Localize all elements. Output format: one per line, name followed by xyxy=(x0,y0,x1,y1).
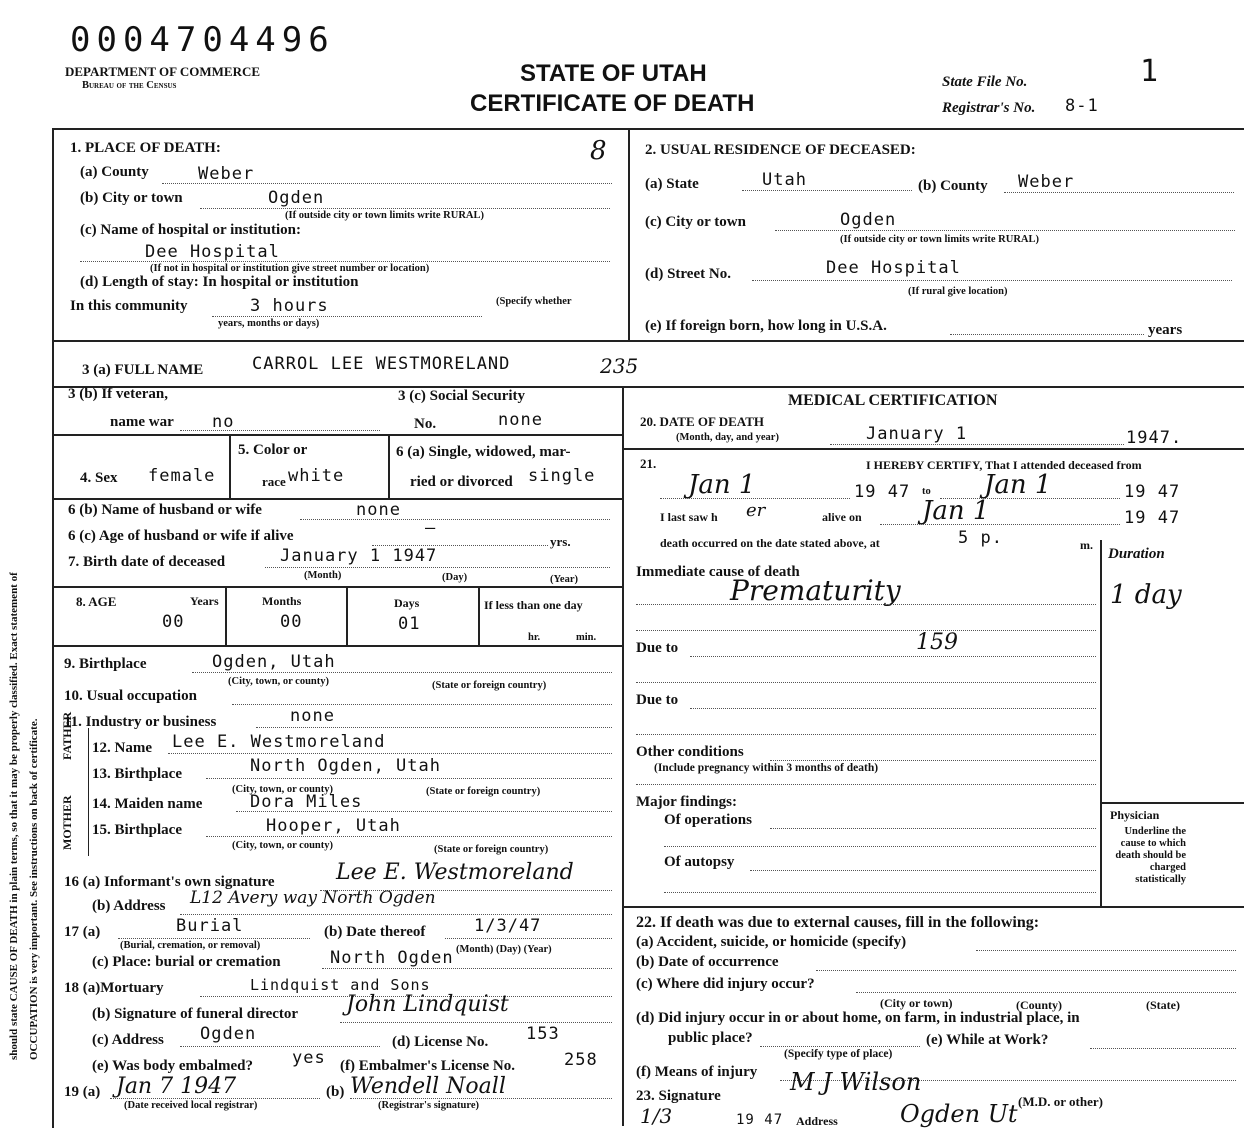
alive-on-label: alive on xyxy=(822,510,862,524)
res-state-label: (a) State xyxy=(645,176,699,192)
duration-divider xyxy=(1100,540,1102,906)
external-state-note: (State) xyxy=(1146,998,1180,1012)
external-causes-label: 22. If death was due to external causes, fill in the following: xyxy=(636,914,1040,931)
res-street-note: (If rural give location) xyxy=(908,286,1008,297)
mortuary-value: Lindquist and Sons xyxy=(250,976,431,994)
embalmed-label: (e) Was body embalmed? xyxy=(92,1058,253,1074)
other-conditions-note: (Include pregnancy within 3 months of death) xyxy=(654,762,879,774)
date-of-death-note: (Month, day, and year) xyxy=(676,432,779,443)
stay-label: (d) Length of stay: In hospital or institution xyxy=(80,274,359,290)
mother-birth-state-note: (State or foreign country) xyxy=(434,844,549,855)
birth-month-note: (Month) xyxy=(304,570,342,581)
age-months-value: 00 xyxy=(280,612,303,632)
veteran-label: 3 (b) If veteran, xyxy=(68,386,168,402)
place-of-death-heading: 1. PLACE OF DEATH: xyxy=(70,140,221,156)
attended-to-label: to xyxy=(922,486,931,497)
county-value: Weber xyxy=(198,164,255,184)
burial-place-label: (c) Place: burial or cremation xyxy=(92,954,281,970)
attended-to-year: 19 47 xyxy=(1124,482,1181,502)
race-label: race xyxy=(262,474,286,489)
certify-text: I HEREBY CERTIFY, That I attended deceased from xyxy=(866,458,1142,472)
attended-from-hw: Jan 1 xyxy=(688,470,756,500)
mortuary-address-label: (c) Address xyxy=(92,1032,164,1048)
director-signature: John Lindquist xyxy=(346,992,509,1017)
state-file-label: State File No. xyxy=(942,74,1028,90)
father-name-label: 12. Name xyxy=(92,740,152,756)
external-city-note: (City or town) xyxy=(880,996,953,1010)
date-of-death-value: January 1 xyxy=(866,424,968,444)
birthplace-label: 9. Birthplace xyxy=(64,656,147,672)
signature-address-label: Address xyxy=(796,1114,838,1128)
registrar-no-value: 8-1 xyxy=(1065,96,1099,116)
last-saw-her: er xyxy=(746,500,766,521)
license-label: (d) License No. xyxy=(392,1034,489,1050)
due-to-1-hw: 159 xyxy=(916,630,958,655)
burial-note: (Burial, cremation, or removal) xyxy=(120,940,261,951)
mother-name-label: 14. Maiden name xyxy=(92,796,203,812)
side-instruction-line-2: OCCUPATION is very important. See instructions on back of certificate. xyxy=(28,718,40,1060)
side-instruction-line-1: should state CAUSE OF DEATH in plain terms, so that it may be properly classified. Exact statement of xyxy=(8,572,20,1060)
full-name-mark: 235 xyxy=(600,354,639,378)
registrar-sig-note: (Registrar's signature) xyxy=(378,1100,479,1111)
burial-value: Burial xyxy=(176,916,244,936)
physician-note: Underline the cause to which death should be charged statistically xyxy=(1115,826,1186,885)
age-months-label: Months xyxy=(262,594,302,608)
external-f-label: (f) Means of injury xyxy=(636,1064,758,1080)
registrar-no-label: Registrar's No. xyxy=(942,100,1036,116)
war-value: no xyxy=(212,412,235,432)
full-name-label: 3 (a) FULL NAME xyxy=(82,362,204,378)
age-divider-3 xyxy=(478,586,480,646)
burial-place-value: North Ogden xyxy=(330,948,454,968)
received-note: (Date received local registrar) xyxy=(124,1100,258,1111)
state-file-value: 1 xyxy=(1140,54,1160,89)
hospital-value: Dee Hospital xyxy=(145,242,280,262)
res-city-note: (If outside city or town limits write RURAL) xyxy=(840,234,1039,245)
informant-address-value: L12 Avery way North Ogden xyxy=(190,888,436,908)
birthplace-state-note: (State or foreign country) xyxy=(432,680,547,691)
external-county-note: (County) xyxy=(1016,998,1063,1012)
immediate-cause-label: Immediate cause of death xyxy=(636,564,800,580)
marital-value: single xyxy=(528,466,596,486)
received-label: 19 (a) xyxy=(64,1084,101,1100)
age-days-value: 01 xyxy=(398,614,421,634)
alive-on-year: 19 47 xyxy=(1124,508,1181,528)
father-side-label: FATHER xyxy=(60,711,74,760)
registrar-b-label: (b) xyxy=(326,1084,345,1100)
res-county-label: (b) County xyxy=(918,178,988,194)
external-a-label: (a) Accident, suicide, or homicide (specify) xyxy=(636,934,907,950)
frame-top xyxy=(52,128,1244,130)
city-value: Ogden xyxy=(268,188,325,208)
father-birth-city-note: (City, town, or county) xyxy=(232,784,334,795)
marital-label-2: ried or divorced xyxy=(410,474,513,490)
embalmer-label: (f) Embalmer's License No. xyxy=(340,1058,515,1074)
birthplace-value: Ogden, Utah xyxy=(212,652,336,672)
embalmer-value: 258 xyxy=(564,1050,598,1070)
external-d-label-2: public place? xyxy=(668,1030,753,1046)
frame-mid-bottom xyxy=(622,386,624,1126)
mother-side-label: MOTHER xyxy=(60,795,74,850)
received-date-hw: Jan 7 1947 xyxy=(116,1074,237,1099)
sex-value: female xyxy=(148,466,216,486)
res-county-value: Weber xyxy=(1018,172,1075,192)
external-c-label: (c) Where did injury occur? xyxy=(636,976,815,992)
race-value: white xyxy=(288,466,345,486)
burial-date-value: 1/3/47 xyxy=(474,916,542,936)
father-name-value: Lee E. Westmoreland xyxy=(172,732,386,752)
specify-place-note: (Specify type of place) xyxy=(784,1048,893,1060)
last-saw-label: I last saw h xyxy=(660,510,718,524)
res-street-value: Dee Hospital xyxy=(826,258,961,278)
attended-to-hw: Jan 1 xyxy=(984,470,1052,500)
informant-signature: Lee E. Westmoreland xyxy=(336,860,574,885)
signature-year: 19 47 xyxy=(736,1112,784,1128)
place-mark: 8 xyxy=(590,136,607,166)
signature-hw-mark xyxy=(780,1064,787,1089)
ss-label: 3 (c) Social Security xyxy=(398,388,526,404)
community-label: In this community xyxy=(70,298,188,314)
other-conditions-label: Other conditions xyxy=(636,744,744,760)
license-value: 153 xyxy=(526,1024,560,1044)
mother-birth-label: 15. Birthplace xyxy=(92,822,182,838)
burial-date-label: (b) Date thereof xyxy=(324,924,426,940)
of-operations-label: Of operations xyxy=(664,812,752,828)
industry-value: none xyxy=(290,706,335,726)
external-d-label: (d) Did injury occur in or about home, on farm, in industrial place, in xyxy=(636,1010,1080,1026)
of-autopsy-label: Of autopsy xyxy=(664,854,735,870)
frame-mid-top xyxy=(628,128,630,341)
attended-from-year: 19 47 xyxy=(854,482,911,502)
external-e-label: (e) While at Work? xyxy=(926,1032,1049,1048)
age-years-label: Years xyxy=(190,594,219,608)
min-label: min. xyxy=(576,632,597,643)
res-city-value: Ogden xyxy=(840,210,897,230)
stay-value: 3 hours xyxy=(250,296,329,316)
age-days-label: Days xyxy=(394,596,420,610)
signature-address-hw: Ogden Ut xyxy=(900,1100,1018,1128)
death-m-label: m. xyxy=(1080,538,1093,552)
md-note: (M.D. or other) xyxy=(1018,1094,1103,1109)
age-divider-2 xyxy=(346,586,348,646)
due-to-2-label: Due to xyxy=(636,692,679,708)
color-label: 5. Color or xyxy=(238,442,308,458)
full-name-value: CARROL LEE WESTMORELAND xyxy=(252,354,511,374)
date-of-death-year: 1947. xyxy=(1126,428,1183,448)
embalmed-value: yes xyxy=(292,1048,326,1068)
birth-year-note: (Year) xyxy=(550,574,578,585)
death-occurred-label: death occurred on the date stated above, at xyxy=(660,536,880,550)
birth-date-label: 7. Birth date of deceased xyxy=(68,554,226,570)
stay-note: years, months or days) xyxy=(218,318,320,329)
father-birth-label: 13. Birthplace xyxy=(92,766,182,782)
birthplace-city-note: (City, town, or county) xyxy=(228,676,330,687)
external-b-label: (b) Date of occurrence xyxy=(636,954,779,970)
physician-signature: M J Wilson xyxy=(790,1068,922,1096)
line-age-bottom xyxy=(52,645,622,647)
less-day-label: If less than one day xyxy=(484,598,583,612)
line-date-death xyxy=(622,448,1244,450)
birth-date-value: January 1 1947 xyxy=(280,546,438,566)
medical-heading: MEDICAL CERTIFICATION xyxy=(788,392,998,409)
yrs-label: yrs. xyxy=(550,534,571,549)
mother-birth-value: Hooper, Utah xyxy=(266,816,401,836)
signature-label: 23. Signature xyxy=(636,1088,721,1104)
certify-number: 21. xyxy=(640,456,657,471)
burial-label: 17 (a) xyxy=(64,924,101,940)
res-city-label: (c) City or town xyxy=(645,214,746,230)
alive-on-hw: Jan 1 xyxy=(922,496,990,526)
spouse-age-label: 6 (c) Age of husband or wife if alive xyxy=(68,528,294,544)
spouse-value: none xyxy=(356,500,401,520)
race-divider xyxy=(388,434,390,498)
date-of-death-label: 20. DATE OF DEATH xyxy=(640,414,764,429)
father-birth-value: North Ogden, Utah xyxy=(250,756,441,776)
mortuary-address-value: Ogden xyxy=(200,1024,257,1044)
age-divider-1 xyxy=(225,586,227,646)
mortuary-label: 18 (a)Mortuary xyxy=(64,980,164,996)
due-to-1-label: Due to xyxy=(636,640,679,656)
line-veteran xyxy=(52,434,622,436)
city-note: (If outside city or town limits write RURAL) xyxy=(285,210,484,221)
ss-no-label: No. xyxy=(414,416,437,432)
mother-birth-city-note: (City, town, or county) xyxy=(232,840,334,851)
ss-value: none xyxy=(498,410,543,430)
bureau-label: Bureau of the Census xyxy=(82,80,177,91)
certificate-title: CERTIFICATE OF DEATH xyxy=(470,90,755,117)
father-birth-state-note: (State or foreign country) xyxy=(426,786,541,797)
county-label: (a) County xyxy=(80,164,149,180)
hospital-note: (If not in hospital or institution give street number or location) xyxy=(150,263,430,274)
department-label: DEPARTMENT OF COMMERCE xyxy=(65,64,261,79)
physician-label: Physician xyxy=(1110,808,1160,822)
hr-label: hr. xyxy=(528,632,541,643)
certificate-number: 0004704496 xyxy=(70,20,335,60)
res-state-value: Utah xyxy=(762,170,807,190)
frame-section-2 xyxy=(52,386,1244,388)
burial-mdy-note: (Month) (Day) (Year) xyxy=(456,944,552,955)
informant-label: 16 (a) Informant's own signature xyxy=(64,874,275,890)
parents-bracket xyxy=(88,728,89,856)
line-age-top xyxy=(52,586,622,588)
residence-heading: 2. USUAL RESIDENCE OF DECEASED: xyxy=(645,142,916,158)
state-title: STATE OF UTAH xyxy=(520,60,707,87)
birth-day-note: (Day) xyxy=(442,572,468,583)
director-label: (b) Signature of funeral director xyxy=(92,1006,299,1022)
sex-label: 4. Sex xyxy=(80,470,118,486)
sex-divider xyxy=(229,434,231,498)
line-external xyxy=(622,906,1244,908)
side-instructions xyxy=(0,60,48,1120)
death-hour-value: 5 p. xyxy=(958,528,1003,548)
stay-specify: (Specify whether xyxy=(496,296,572,307)
industry-label: 11. Industry or business xyxy=(64,714,217,730)
duration-hw: 1 day xyxy=(1110,580,1182,610)
res-street-label: (d) Street No. xyxy=(645,266,731,282)
res-foreign-label: (e) If foreign born, how long in U.S.A. xyxy=(645,318,887,334)
line-sex-bottom xyxy=(52,498,622,500)
spouse-age-value: — xyxy=(425,518,437,538)
frame-section-1 xyxy=(52,340,1244,342)
duration-label: Duration xyxy=(1108,546,1165,562)
age-years-value: 00 xyxy=(162,612,185,632)
hospital-label: (c) Name of hospital or institution: xyxy=(80,222,301,238)
war-label: name war xyxy=(110,414,174,430)
registrar-signature: Wendell Noall xyxy=(350,1074,506,1099)
occupation-label: 10. Usual occupation xyxy=(64,688,197,704)
frame-left xyxy=(52,128,54,1128)
signature-date-hw: 1/3 xyxy=(640,1104,673,1128)
physician-box-top xyxy=(1100,802,1244,804)
immediate-cause-hw: Prematurity xyxy=(730,574,901,607)
spouse-label: 6 (b) Name of husband or wife xyxy=(68,502,262,518)
informant-address-label: (b) Address xyxy=(92,898,166,914)
age-label: 8. AGE xyxy=(76,594,117,609)
res-years-label: years xyxy=(1148,322,1183,338)
marital-label: 6 (a) Single, widowed, mar- xyxy=(396,444,571,460)
major-findings-label: Major findings: xyxy=(636,794,737,810)
mother-name-value: Dora Miles xyxy=(250,792,363,812)
city-label: (b) City or town xyxy=(80,190,183,206)
